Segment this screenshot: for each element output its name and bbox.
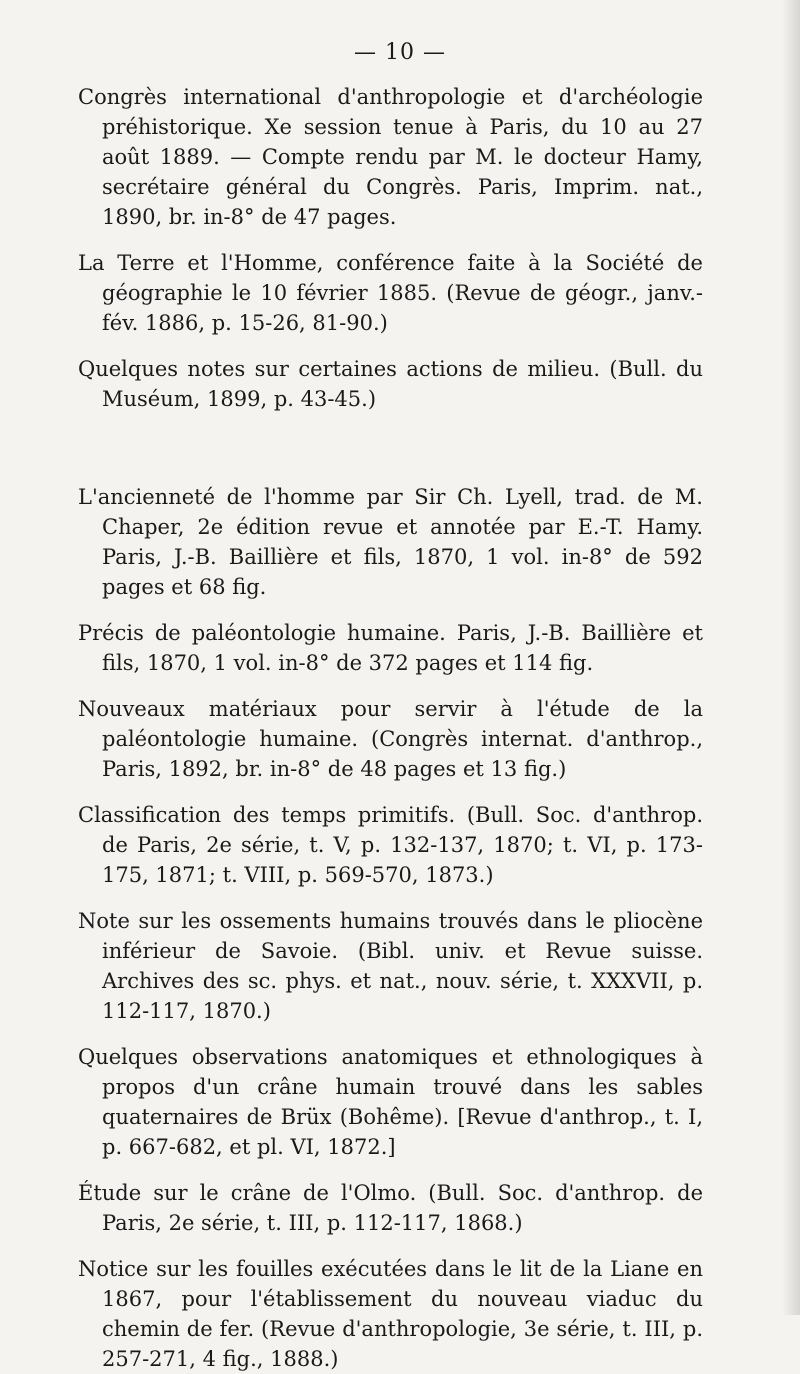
bibliography-entry: Classification des temps primitifs. (Bull. Soc. d'anthrop. de Paris, 2e série, t. V, p. 132-137, 1870; t. VI, p. 173-175, 1871; t. VIII, p. 569-570, 1873.) [78,803,703,887]
bibliography-entry: Nouveaux matériaux pour servir à l'étude de la paléontologie humaine. (Congrès internat. d'anthrop., Paris, 1892, br. in-8° de 48 pages et 13 fig.) [78,697,703,781]
bibliography-entry: La Terre et l'Homme, conférence faite à la Société de géographie le 10 février 1885. (Revue de géogr., janv.-fév. 1886, p. 15-26, 81-90.) [78,251,703,335]
bibliography-entry: Congrès international d'anthropologie et d'archéologie préhistorique. Xe session tenue à Paris, du 10 au 27 août 1889. — Compte rendu par M. le docteur Hamy, secrétaire général du Congrès. Paris, Imprim. nat., 1890, br. in-8° de 47 pages. [78,85,703,229]
bibliography-entry: Précis de paléontologie humaine. Paris, J.-B. Baillière et fils, 1870, 1 vol. in-8° de 372 pages et 114 fig. [78,621,703,675]
bibliography-entry: Note sur les ossements humains trouvés dans le pliocène inférieur de Savoie. (Bibl. univ. et Revue suisse. Archives des sc. phys. et nat., nouv. série, t. XXXVII, p. 112-117, 1870.) [78,909,703,1023]
bibliography-entry: Notice sur les fouilles exécutées dans le lit de la Liane en 1867, pour l'établissement du nouveau viaduc du chemin de fer. (Revue d'anthropologie, 3e série, t. III, p. 257-271, 4 fig., 1888.) [78,1257,703,1371]
bibliography-entry: Quelques notes sur certaines actions de milieu. (Bull. du Muséum, 1899, p. 43-45.) [78,357,703,411]
page-number: — 10 — [354,40,446,65]
bibliography-entry: L'ancienneté de l'homme par Sir Ch. Lyell, trad. de M. Chaper, 2e édition revue et annotée par E.-T. Hamy. Paris, J.-B. Baillière et fils, 1870, 1 vol. in-8° de 592 pages et 68 fig. [78,485,703,599]
bibliography-entry: Quelques observations anatomiques et ethnologiques à propos d'un crâne humain trouvé dans les sables quaternaires de Brüx (Bohême). [Revue d'anthrop., t. I, p. 667-682, et pl. VI, 1872.] [78,1045,703,1159]
page-edge-shadow [782,0,800,1315]
bibliography-list [78,82,703,1374]
bibliography-entry: Étude sur le crâne de l'Olmo. (Bull. Soc. d'anthrop. de Paris, 2e série, t. III, p. 112-117, 1868.) [78,1181,703,1235]
